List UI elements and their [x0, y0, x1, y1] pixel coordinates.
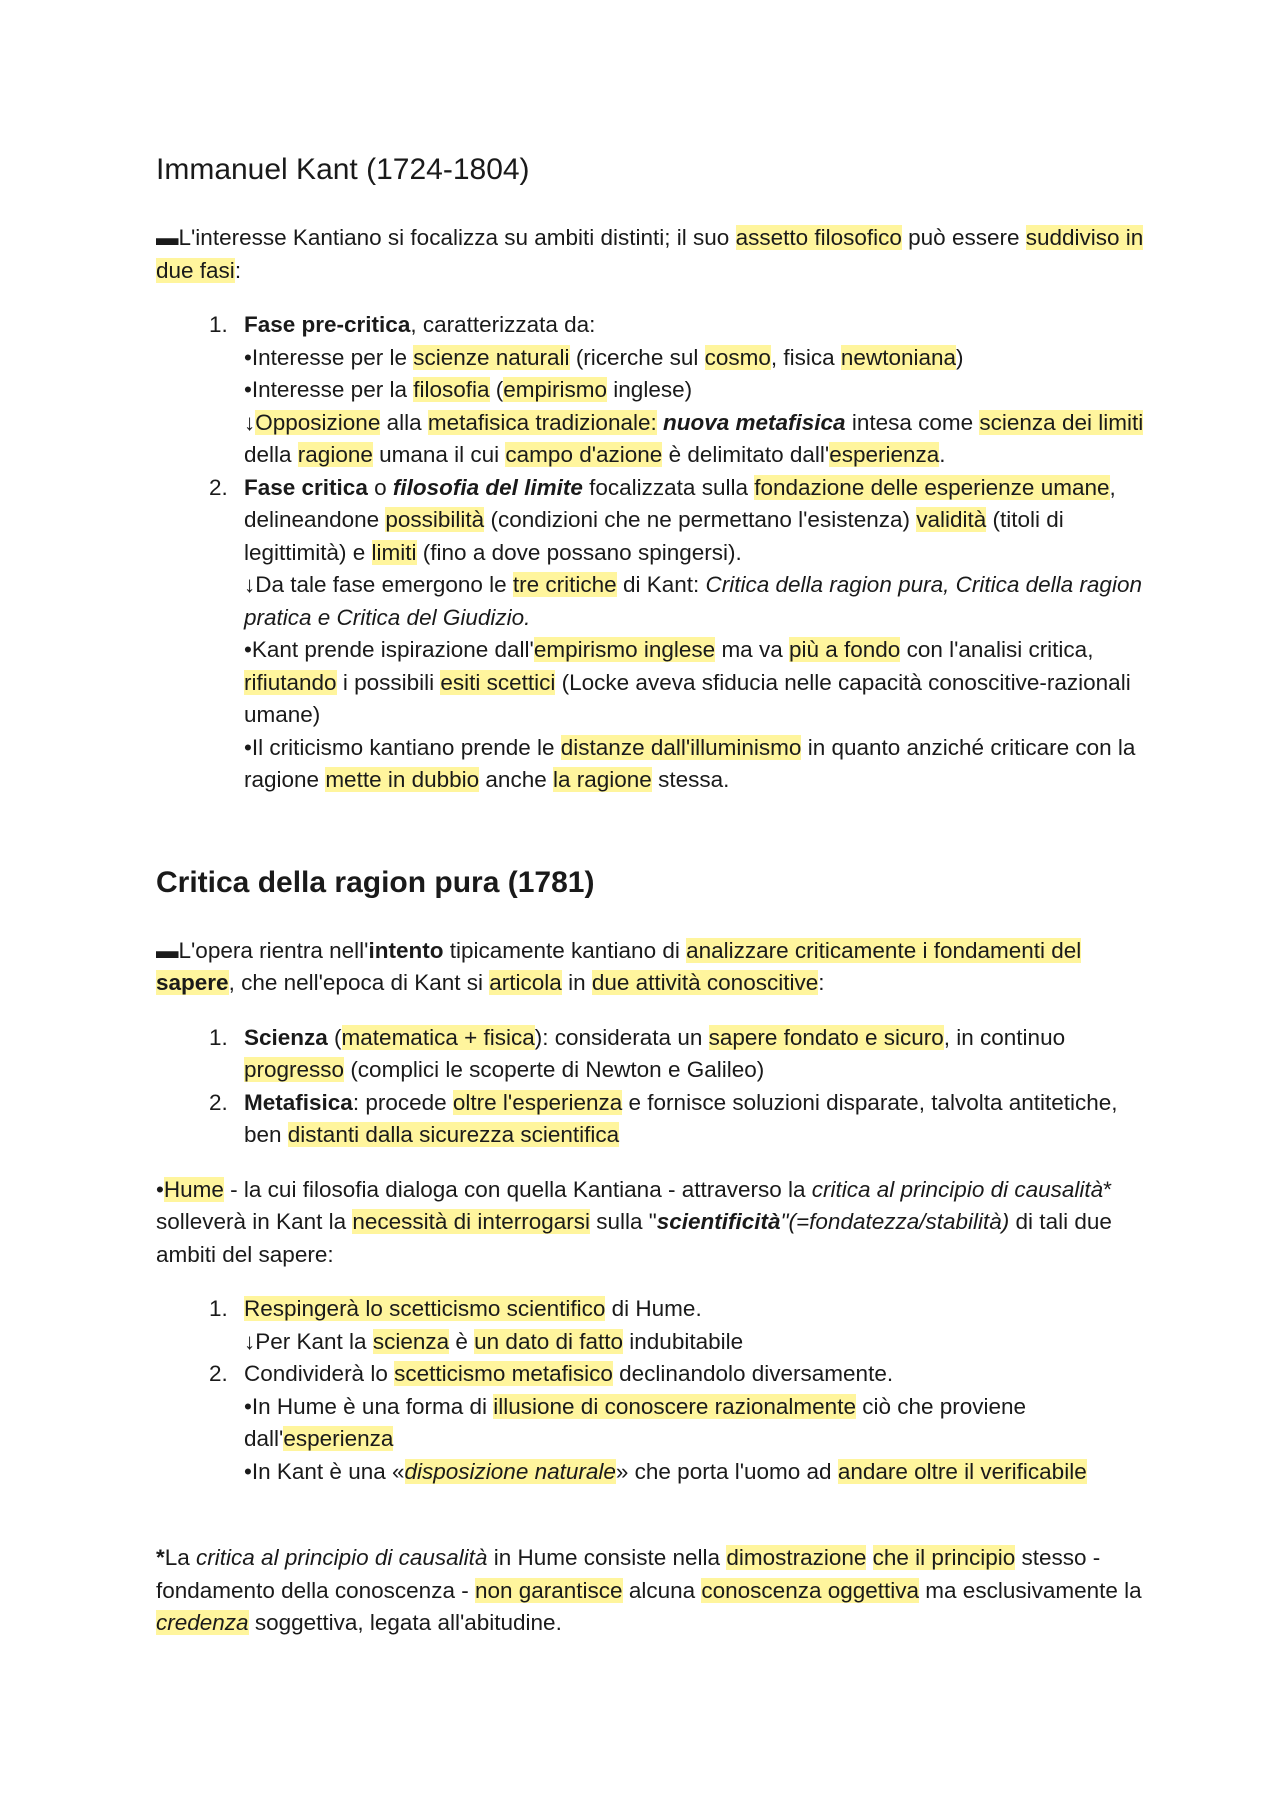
list-item-phase-1: 1. Fase pre-critica, caratterizzata da: •Interesse per le scienze naturali (ricerche sul cosmo, fisica newtoniana) •Interesse per la filosofia (empirismo inglese) ↓Opposizione alla metafisica tradizionale: nuova metafisica intesa come scienza dei limiti della ragione umana il cui campo d'azione è delimitato dall'esperienza.: [234, 309, 1146, 472]
phases-list: [156, 309, 1146, 797]
page-title: Immanuel Kant (1724-1804): [156, 153, 530, 186]
footnote-paragraph: *La critica al principio di causalità in Hume consiste nella dimostrazione che il principio stesso - fondamento della conoscenza - non garantisce alcuna conoscenza oggettiva ma esclusivamente la credenza soggettiva, legata all'abitudine.: [156, 1545, 1142, 1635]
kant-response-list: [156, 1293, 1146, 1488]
list-item-phase-2: 2. Fase critica o filosofia del limite focalizzata sulla fondazione delle esperienze umane, delineandone possibilità (condizioni che ne permettano l'esistenza) validità (titoli di legittimità) e limiti (fino a dove possano spingersi). ↓Da tale fase emergono le tre critiche di Kant: Critica della ragion pura, Critica della ragion pratica e Critica del Giudizio. •Kant prende ispirazione dall'empirismo inglese ma va più a fondo con l'analisi critica, rifiutando i possibili esiti scettici (Locke aveva sfiducia nelle capacità conoscitive-razionali umane) •Il criticismo kantiano prende le distanze dall'illuminismo in quanto anziché criticare con la ragione mette in dubbio anche la ragione stessa.: [234, 472, 1146, 797]
phase1-line-3: ↓Opposizione alla metafisica tradizionale: nuova metafisica intesa come scienza dei limiti della ragione umana il cui campo d'azione è delimitato dall'esperienza.: [244, 409, 1144, 467]
section-intro-paragraph: ▬L'opera rientra nell'intento tipicamente kantiano di analizzare criticamente i fondamenti del sapere, che nell'epoca di Kant si articola in due attività conoscitive:: [156, 937, 1082, 995]
list-item-respingera: 1. Respingerà lo scetticismo scientifico di Hume. ↓Per Kant la scienza è un dato di fatto indubitabile: [234, 1293, 1146, 1358]
highlight: suddiviso in due fasi: [156, 225, 1144, 283]
phase1-line-2: •Interesse per la filosofia (empirismo inglese): [244, 377, 693, 402]
list-item-metafisica: 2. Metafisica: procede oltre l'esperienza e fornisce soluzioni disparate, talvolta antitetiche, ben distanti dalla sicurezza scientifica: [234, 1087, 1146, 1152]
document-page: [156, 150, 1146, 1640]
phase1-line-1: •Interesse per le scienze naturali (ricerche sul cosmo, fisica newtoniana): [244, 344, 964, 370]
hume-paragraph: •Hume - la cui filosofia dialoga con quella Kantiana - attraverso la critica al principio di causalità* solleverà in Kant la necessità di interrogarsi sulla "scientificità"(=fondatezza/stabilità) di tali due ambiti del sapere:: [156, 1176, 1112, 1267]
phase2-line-1: ↓Da tale fase emergono le tre critiche di Kant: Critica della ragion pura, Critica della ragion pratica e Critica del Giudizio.: [244, 572, 1142, 630]
intro-paragraph: ▬L'interesse Kantiano si focalizza su ambiti distinti; il suo assetto filosofico può essere suddiviso in due fasi:: [156, 225, 1144, 283]
dash-marker: ▬: [156, 225, 179, 250]
phase2-line-2: •Kant prende ispirazione dall'empirismo inglese ma va più a fondo con l'analisi critica, rifiutando i possibili esiti scettici (Locke aveva sfiducia nelle capacità conoscitive-razionali umane): [244, 637, 1131, 727]
list-item-condividera: 2. Condividerà lo scetticismo metafisico declinandolo diversamente. •In Hume è una forma di illusione di conoscere razionalmente ciò che proviene dall'esperienza •In Kant è una «disposizione naturale» che porta l'uomo ad andare oltre il verificabile: [234, 1358, 1146, 1488]
activities-list: [156, 1022, 1146, 1152]
section-heading: Critica della ragion pura (1781): [156, 865, 595, 899]
highlight: assetto filosofico: [735, 225, 902, 250]
list-item-scienza: 1. Scienza (matematica + fisica): considerata un sapere fondato e sicuro, in continuo progresso (complici le scoperte di Newton e Galileo): [234, 1022, 1146, 1087]
phase2-line-3: •Il criticismo kantiano prende le distanze dall'illuminismo in quanto anziché criticare con la ragione mette in dubbio anche la ragione stessa.: [244, 734, 1136, 792]
